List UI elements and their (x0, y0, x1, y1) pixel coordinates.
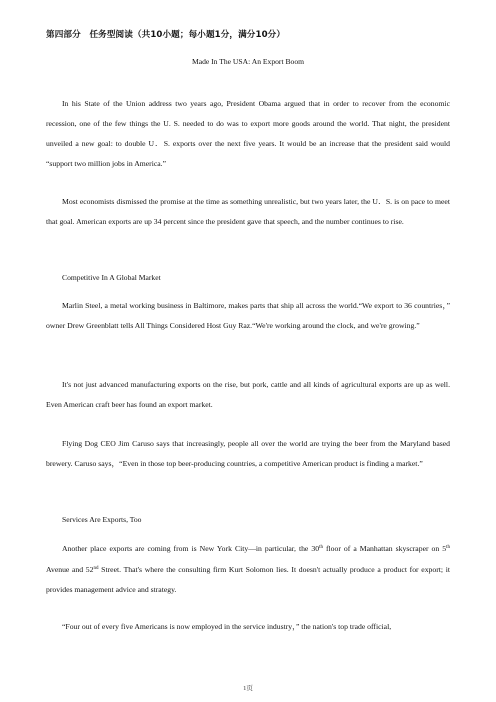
subheading-competitive: Competitive In A Global Market (62, 273, 161, 282)
paragraph-4: It's not just advanced manufacturing exports on the rise, but pork, cattle and all kinds of agricultural exports are up as well. Even American craft beer has found an export market. (46, 380, 450, 409)
ordinal-suffix-1: th (319, 545, 323, 550)
subheading-services: Services Are Exports, Too (62, 515, 142, 524)
paragraph-6-text-b: floor of a Manhattan skyscraper on 5 (322, 544, 447, 553)
paragraph-6-text-c: Avenue and 52 (46, 565, 94, 574)
paragraph-6 (46, 538, 450, 600)
paragraph-3: Marlin Steel, a metal working business in Baltimore, makes parts that ship all across the world.“We export to 36 countries，” owner Drew Greenblatt tells All Things Considered Host Guy Raz.“We're working around the clock, and we're growing.” (46, 301, 450, 330)
paragraph-6-text-d: Street. That's where the consulting firm Kurt Solomon lies. It doesn't actually produce a product for export; it provides management advice and strategy. (46, 565, 451, 594)
article-title: Made In The USA: An Export Boom (191, 57, 305, 66)
paragraph-2: Most economists dismissed the promise at the time as something unrealistic, but two years later, the U．S. is on pace to meet that goal. American exports are up 34 percent since the president gave that speech, and the number continues to rise. (46, 197, 450, 226)
paragraph-6-text-a: Another place exports are coming from is New York City—in particular, the 30 (62, 544, 320, 553)
paragraph-7: “Four out of every five Americans is now employed in the service industry，” the nation's top trade official, (62, 622, 392, 631)
paragraph-1: In his State of the Union address two years ago, President Obama argued that in order to recover from the economic recession, one of the few things the U. S. needed to do was to export more goods around the world. That night, the president unveiled a new goal: to double U．S. exports over the next five years. It would be an increase that the president said would “support two million jobs in America.” (46, 99, 450, 168)
ordinal-suffix-3: nd (93, 566, 99, 571)
section-heading: 第四部分 任务型阅读（共10小题；每小题1分，满分10分） (46, 30, 286, 40)
paragraph-5: Flying Dog CEO Jim Caruso says that increasingly, people all over the world are trying the beer from the Maryland based brewery. Caruso says，“Even in those top beer-producing countries, a competitive American product is finding a market.” (46, 439, 450, 468)
ordinal-suffix-2: th (446, 545, 450, 550)
page-number: 1页 (243, 685, 253, 692)
